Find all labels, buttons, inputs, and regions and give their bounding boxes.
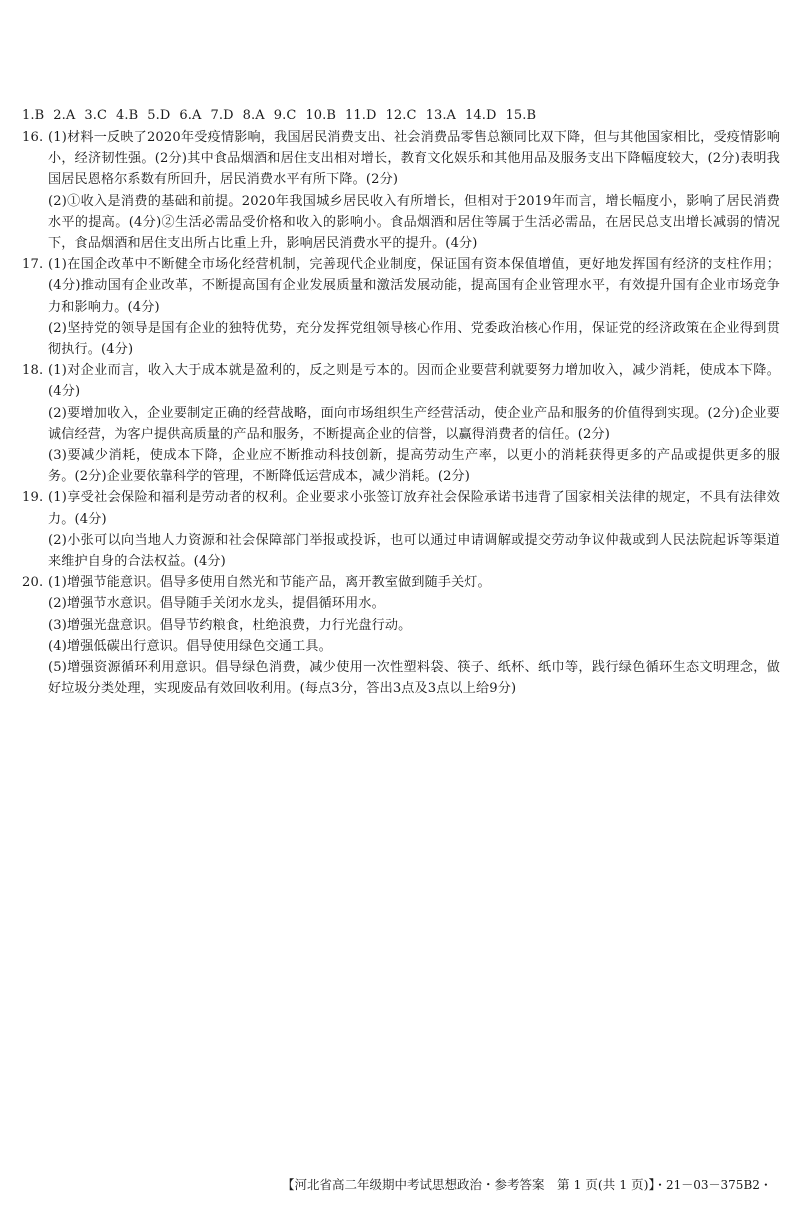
mc-answer: 6.A xyxy=(179,108,202,123)
answer-paragraph: (4)增强低碳出行意识。倡导使用绿色交通工具。 xyxy=(48,638,332,654)
essay-answers xyxy=(22,127,780,699)
mc-answer: 7.D xyxy=(210,108,234,123)
answer-paragraph: (3)要减少消耗，使成本下降，企业应不断推动科技创新，提高劳动生产率，以更小的消耗获得更多的产品或提供更多的服务。(2分)企业要依靠科学的管理，不断降低运营成本，减少消耗。(2分) xyxy=(48,448,780,485)
mc-answer: 10.B xyxy=(305,108,337,123)
question-block xyxy=(22,127,780,254)
answer-paragraph: (1)材料一反映了2020年受疫情影响，我国居民消费支出、社会消费品零售总额同比双下降，但与其他国家相比，受疫情影响小，经济韧性强。(2分)其中食品烟酒和居住支出相对增长，教育文化娱乐和其他用品及服务支出下降幅度较大，(2分)表明我国居民恩格尔系数有所回升，居民消费水平有所下降。(2分) xyxy=(48,130,780,188)
mc-answer: 13.A xyxy=(425,108,457,123)
mc-answer: 12.C xyxy=(385,108,417,123)
mc-answer: 14.D xyxy=(465,108,497,123)
mc-answer: 9.C xyxy=(273,108,297,123)
answer-paragraph: (2)增强节水意识。倡导随手关闭水龙头，提倡循环用水。 xyxy=(48,596,385,612)
multiple-choice-answers xyxy=(22,106,545,126)
mc-answer: 11.D xyxy=(345,108,377,123)
mc-answer: 1.B xyxy=(22,108,45,123)
answer-paragraph: (2)①收入是消费的基础和前提。2020年我国城乡居民收入有所增长，但相对于2019年而言，增长幅度小，影响了居民消费水平的提高。(4分)②生活必需品受价格和收入的影响小。食品烟酒和居住等属于生活必需品，在居民总支出增长减弱的情况下，食品烟酒和居住支出所占比重上升，影响居民消费水平的提升。(4分) xyxy=(48,193,780,252)
question-number: 20. xyxy=(22,575,44,591)
answer-paragraph: (1)享受社会保险和福利是劳动者的权利。企业要求小张签订放弃社会保险承诺书违背了国家相关法律的规定，不具有法律效力。(4分) xyxy=(48,490,780,527)
mc-answer: 8.A xyxy=(242,108,265,123)
answer-paragraph: (2)坚持党的领导是国有企业的独特优势，充分发挥党组领导核心作用、党委政治核心作用，保证党的经济政策在企业得到贯彻执行。(4分) xyxy=(48,320,780,358)
mc-answer: 3.C xyxy=(84,108,108,123)
question-block xyxy=(22,487,780,572)
answer-paragraph: (2)小张可以向当地人力资源和社会保障部门举报或投诉，也可以通过申请调解或提交劳动争议仲裁或到人民法院起诉等渠道来维护自身的合法权益。(4分) xyxy=(48,532,780,570)
answer-paragraph: (1)增强节能意识。倡导多使用自然光和节能产品，离开教室做到随手关灯。 xyxy=(48,575,491,591)
question-number: 19. xyxy=(22,490,44,506)
answer-paragraph: (1)在国企改革中不断健全市场化经营机制，完善现代企业制度，保证国有资本保值增值，更好地发挥国有经济的支柱作用；(4分)推动国有企业改革，不断提高国有企业发展质量和激活发展动能，提高国有企业管理水平，有效提升国有企业市场竞争力和影响力。(4分) xyxy=(48,257,780,315)
question-block xyxy=(22,360,780,487)
document-code: ・21－03－375B2・ xyxy=(654,1178,772,1192)
answer-paragraph: (3)增强光盘意识。倡导节约粮食，杜绝浪费，力行光盘行动。 xyxy=(48,617,412,633)
answer-paragraph: (5)增强资源循环利用意识。倡导绿色消费，减少使用一次性塑料袋、筷子、纸杯、纸巾等，践行绿色循环生态文明理念，做好垃圾分类处理，实现废品有效回收利用。(每点3分，答出3点及3点以上给9分) xyxy=(48,660,780,697)
mc-answer: 2.A xyxy=(53,108,76,123)
answer-paragraph: (2)要增加收入，企业要制定正确的经营战略，面向市场组织生产经营活动，使企业产品和服务的价值得到实现。(2分)企业要诚信经营，为客户提供高质量的产品和服务，不断提高企业的信誉，以赢得消费者的信任。(2分) xyxy=(48,405,780,442)
question-block xyxy=(22,254,780,360)
mc-answer: 4.B xyxy=(116,108,139,123)
mc-answer: 5.D xyxy=(147,108,171,123)
question-number: 17. xyxy=(22,257,44,273)
question-number: 16. xyxy=(22,130,44,145)
mc-answer: 15.B xyxy=(505,108,537,123)
answer-paragraph: (1)对企业而言，收入大于成本就是盈利的，反之则是亏本的。因而企业要营利就要努力增加收入，减少消耗，使成本下降。(4分) xyxy=(48,363,780,400)
question-block xyxy=(22,572,780,699)
page-footer: 【河北省高二年级期中考试思想政治・参考答案 第 1 页(共 1 页)】 xyxy=(282,1177,662,1192)
question-number: 18. xyxy=(22,363,44,379)
